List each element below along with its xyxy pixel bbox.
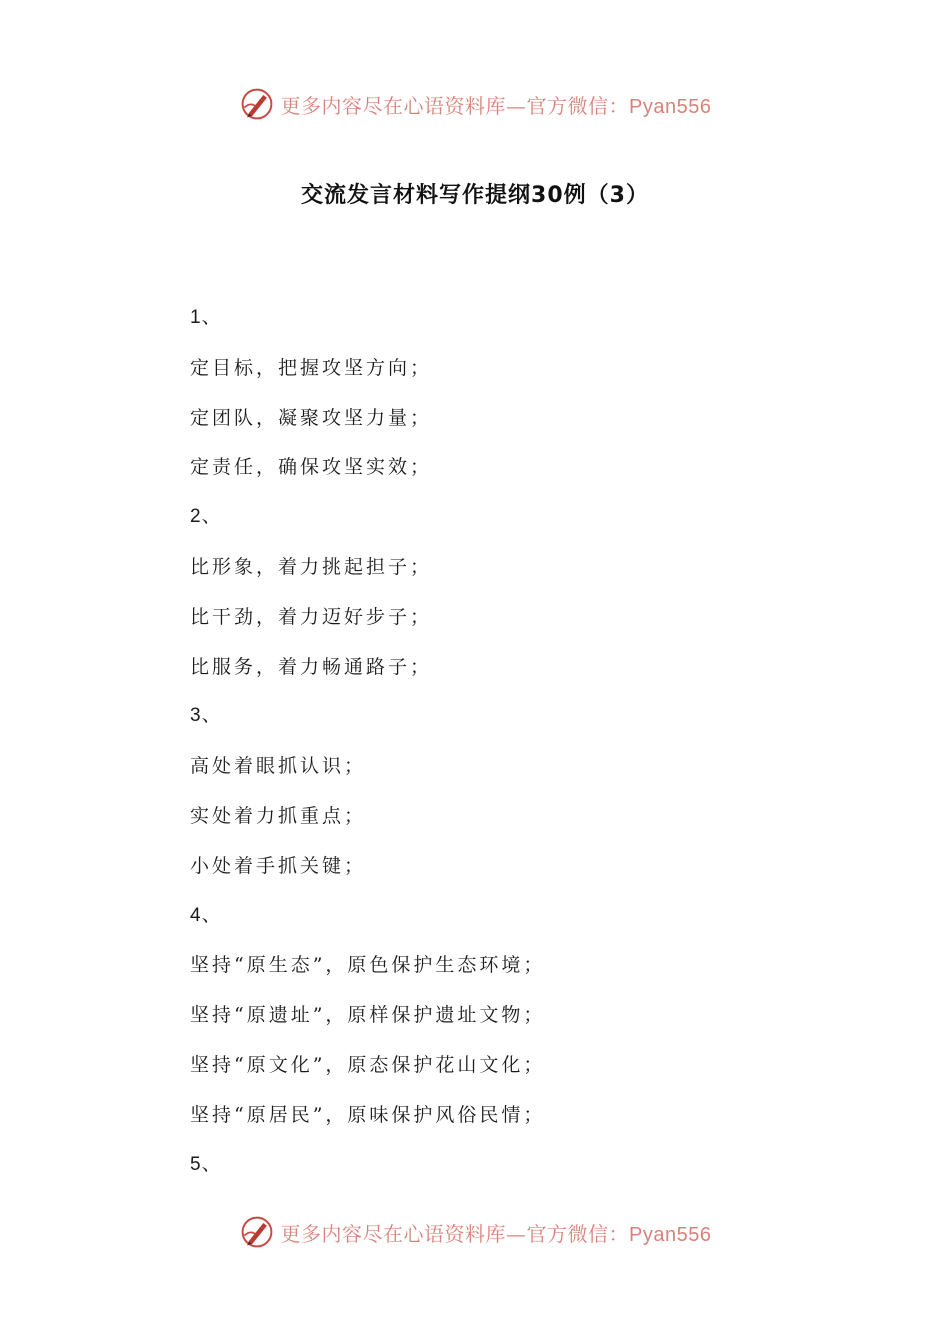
body-line: 实处着力抓重点； [190,804,367,827]
watermark-header [0,84,950,124]
body-line: 定团队，凝聚攻坚力量； [190,406,433,429]
body-line: 比服务，着力畅通路子； [190,655,433,678]
section-number: 4、 [190,904,222,926]
body-line: 小处着手抓关键； [190,854,367,877]
section-number: 1、 [190,307,222,328]
section-number: 2、 [190,506,222,528]
body-line: 比形象，着力挑起担子； [190,555,433,578]
watermark-text: 更多内容尽在心语资料库—官方微信：Pyan556 [280,93,712,118]
body-line: 定责任，确保攻坚实效； [190,456,433,479]
section-number: 3、 [190,705,222,727]
body-line: 定目标，把握攻坚方向； [190,356,433,379]
body-line: 坚持“原居民”，原味保护风俗民情； [190,1103,546,1126]
pen-logo-icon [239,1214,275,1250]
watermark-text: 更多内容尽在心语资料库—官方微信：Pyan556 [280,1221,712,1246]
document-title: 交流发言材料写作提纲30例（3） [301,183,649,208]
pen-logo-icon [239,86,275,122]
body-line: 坚持“原生态”，原色保护生态环境； [190,954,546,977]
body-line: 比干劲，着力迈好步子； [190,605,433,628]
watermark-footer [0,1212,950,1252]
section-number: 5、 [190,1153,222,1175]
body-line: 坚持“原文化”，原态保护花山文化； [190,1053,546,1076]
body-line: 高处着眼抓认识； [190,755,367,778]
document-body [190,300,790,1196]
body-line: 坚持“原遗址”，原样保护遗址文物； [190,1004,546,1027]
